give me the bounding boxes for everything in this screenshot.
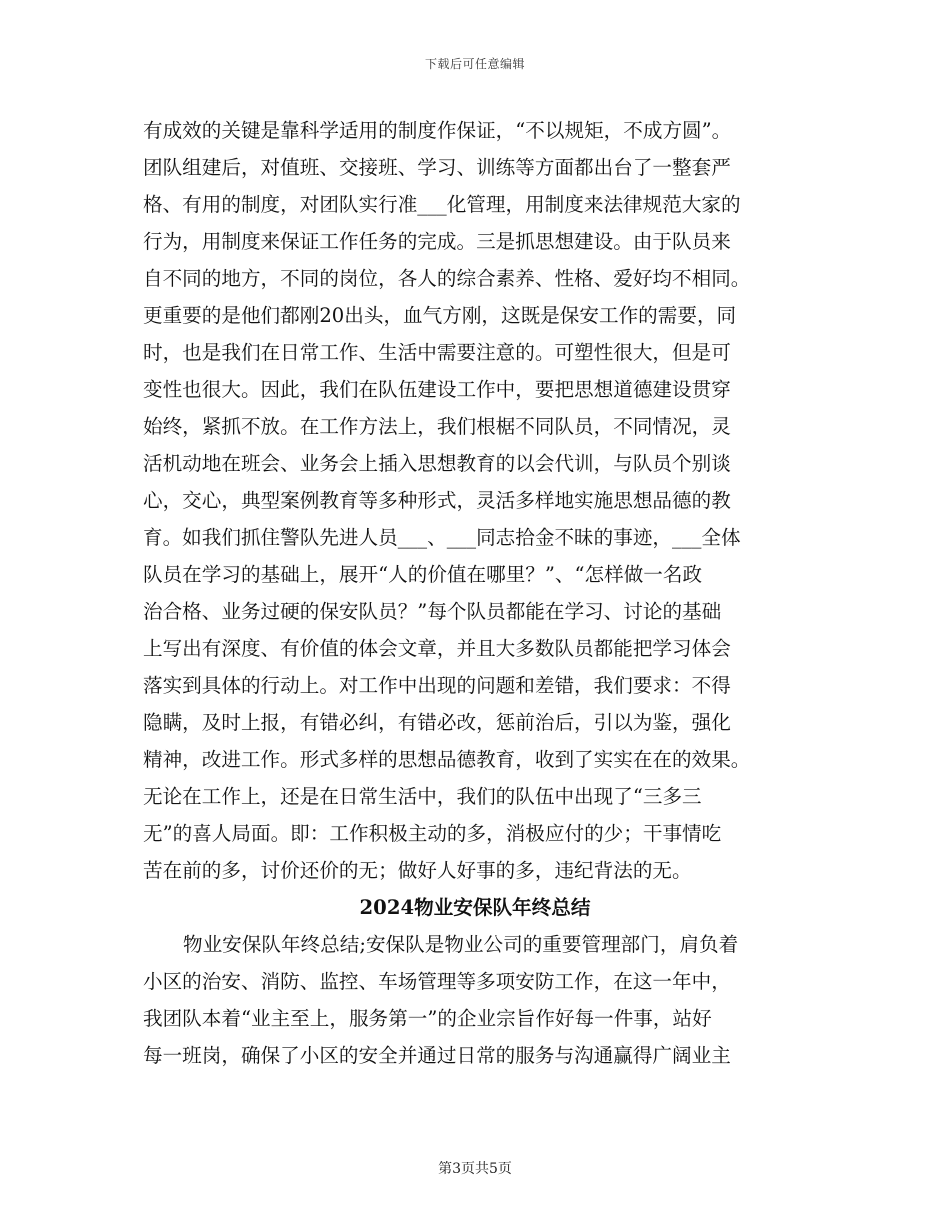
- body-line: 治合格、业务过硬的保安队员？”每个队员都能在学习、讨论的基础: [143, 600, 722, 623]
- section-line: 小区的治安、消防、监控、车场管理等多项安防工作，在这一年中，: [143, 970, 731, 993]
- body-line: 心，交心，典型案例教育等多种形式，灵活多样地实施思想品德的教: [143, 489, 731, 512]
- body-line: 有成效的关键是靠科学适用的制度作保证，“不以规矩，不成方圆”。: [143, 119, 732, 142]
- body-line: 自不同的地方，不同的岗位，各人的综合素养、性格、爱好均不相同。: [143, 267, 751, 290]
- body-line: 团队组建后，对值班、交接班、学习、训练等方面都出台了一整套严: [143, 156, 731, 179]
- body-line: 育。如我们抓住警队先进人员___、___同志拾金不昧的事迹，___全体: [143, 526, 741, 549]
- body-line: 落实到具体的行动上。对工作中出现的问题和差错，我们要求：不得: [143, 674, 731, 697]
- section-line: 物业安保队年终总结;安保队是物业公司的重要管理部门，肩负着: [183, 933, 739, 956]
- body-line: 苦在前的多，讨价还价的无；做好人好事的多，违纪背法的无。: [143, 859, 692, 882]
- body-line: 无”的喜人局面。即：工作积极主动的多，消极应付的少；干事情吃: [143, 822, 722, 845]
- body-line: 隐瞒，及时上报，有错必纠，有错必改，惩前治后，引以为鉴，强化: [143, 711, 731, 734]
- body-line: 无论在工作上，还是在日常生活中，我们的队伍中出现了“三多三: [143, 785, 702, 808]
- body-line: 时，也是我们在日常工作、生活中需要注意的。可塑性很大，但是可: [143, 341, 731, 364]
- body-line: 变性也很大。因此，我们在队伍建设工作中，要把思想道德建设贯穿: [143, 378, 731, 401]
- body-line: 精神，改进工作。形式多样的思想品德教育，收到了实实在在的效果。: [143, 748, 751, 771]
- body-line: 行为，用制度来保证工作任务的完成。三是抓思想建设。由于队员来: [143, 230, 731, 253]
- page-indicator: 第3页共5页: [438, 1161, 512, 1177]
- page-header-note: 下载后可任意编辑: [424, 57, 525, 71]
- section-title: 2024物业安保队年终总结: [359, 896, 591, 919]
- document-body: [143, 112, 807, 1074]
- section-line: 我团队本着“业主至上，服务第一”的企业宗旨作好每一件事，站好: [143, 1007, 712, 1030]
- body-line: 上写出有深度、有价值的体会文章，并且大多数队员都能把学习体会: [143, 637, 731, 660]
- body-line: 队员在学习的基础上，展开“人的价值在哪里？”、“怎样做一名政: [143, 563, 703, 586]
- body-line: 更重要的是他们都刚20出头，血气方刚，这既是保安工作的需要，同: [143, 304, 737, 327]
- body-line: 格、有用的制度，对团队实行准___化管理，用制度来法律规范大家的: [143, 193, 741, 216]
- body-line: 活机动地在班会、业务会上插入思想教育的以会代训，与队员个别谈: [143, 452, 731, 475]
- body-line: 始终，紧抓不放。在工作方法上，我们根椐不同队员，不同情况，灵: [143, 415, 731, 438]
- section-line: 每一班岗，确保了小区的安全并通过日常的服务与沟通赢得广阔业主: [143, 1044, 731, 1067]
